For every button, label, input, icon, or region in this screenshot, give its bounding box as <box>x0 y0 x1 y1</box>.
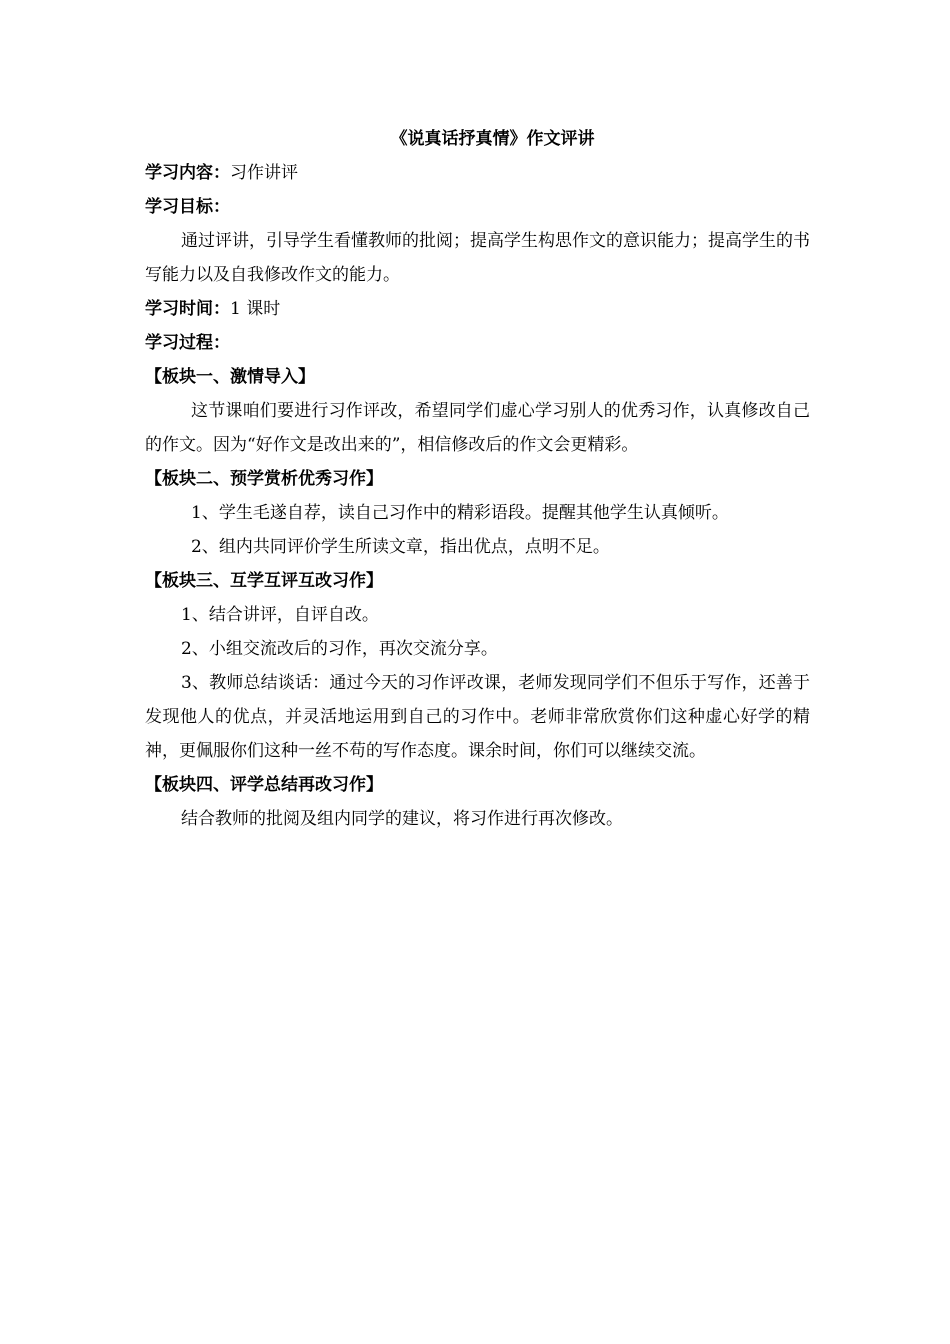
section-3-item: 2、小组交流改后的习作，再次交流分享。 <box>181 639 498 659</box>
learning-content-label: 学习内容： <box>145 163 230 183</box>
section-3-heading: 【板块三、互学互评互改习作】 <box>145 571 383 591</box>
learning-goal-line <box>145 190 810 224</box>
section-1-text: 这节课咱们要进行习作评改，希望同学们虚心学习别人的优秀习作，认真修改自己的作文。因为“好作文是改出来的”，相信修改后的作文会更精彩。 <box>145 401 810 455</box>
learning-time-line <box>145 292 810 326</box>
document-body <box>145 122 810 836</box>
section-3-item: 1、结合讲评，自评自改。 <box>181 605 379 625</box>
section-3-summary: 3、教师总结谈话：通过今天的习作评改课，老师发现同学们不但乐于写作，还善于发现他人的优点，并灵活地运用到自己的习作中。老师非常欣赏你们这种虚心好学的精神，更佩服你们这种一丝不苟的写作态度。课余时间，你们可以继续交流。 <box>145 673 810 761</box>
learning-process-label: 学习过程： <box>145 333 230 353</box>
learning-content-value: 习作讲评 <box>230 163 298 183</box>
section-4-heading: 【板块四、评学总结再改习作】 <box>145 775 383 795</box>
section-2-item: 2、组内共同评价学生所读文章，指出优点，点明不足。 <box>191 537 610 557</box>
learning-time-value: 1 课时 <box>230 299 281 319</box>
learning-time-label: 学习时间： <box>145 299 230 319</box>
section-1-heading: 【板块一、激情导入】 <box>145 367 315 387</box>
section-2-item: 1、学生毛遂自荐，读自己习作中的精彩语段。提醒其他学生认真倾听。 <box>191 503 729 523</box>
learning-content-line <box>145 156 810 190</box>
learning-goal-label: 学习目标： <box>145 197 230 217</box>
document-title: 《说真话抒真情》作文评讲 <box>390 129 595 149</box>
section-2-heading: 【板块二、预学赏析优秀习作】 <box>145 469 383 489</box>
learning-process-line <box>145 326 810 360</box>
learning-goal-text: 通过评讲，引导学生看懂教师的批阅；提高学生构思作文的意识能力；提高学生的书写能力以及自我修改作文的能力。 <box>145 231 810 285</box>
section-4-text: 结合教师的批阅及组内同学的建议，将习作进行再次修改。 <box>181 809 623 829</box>
